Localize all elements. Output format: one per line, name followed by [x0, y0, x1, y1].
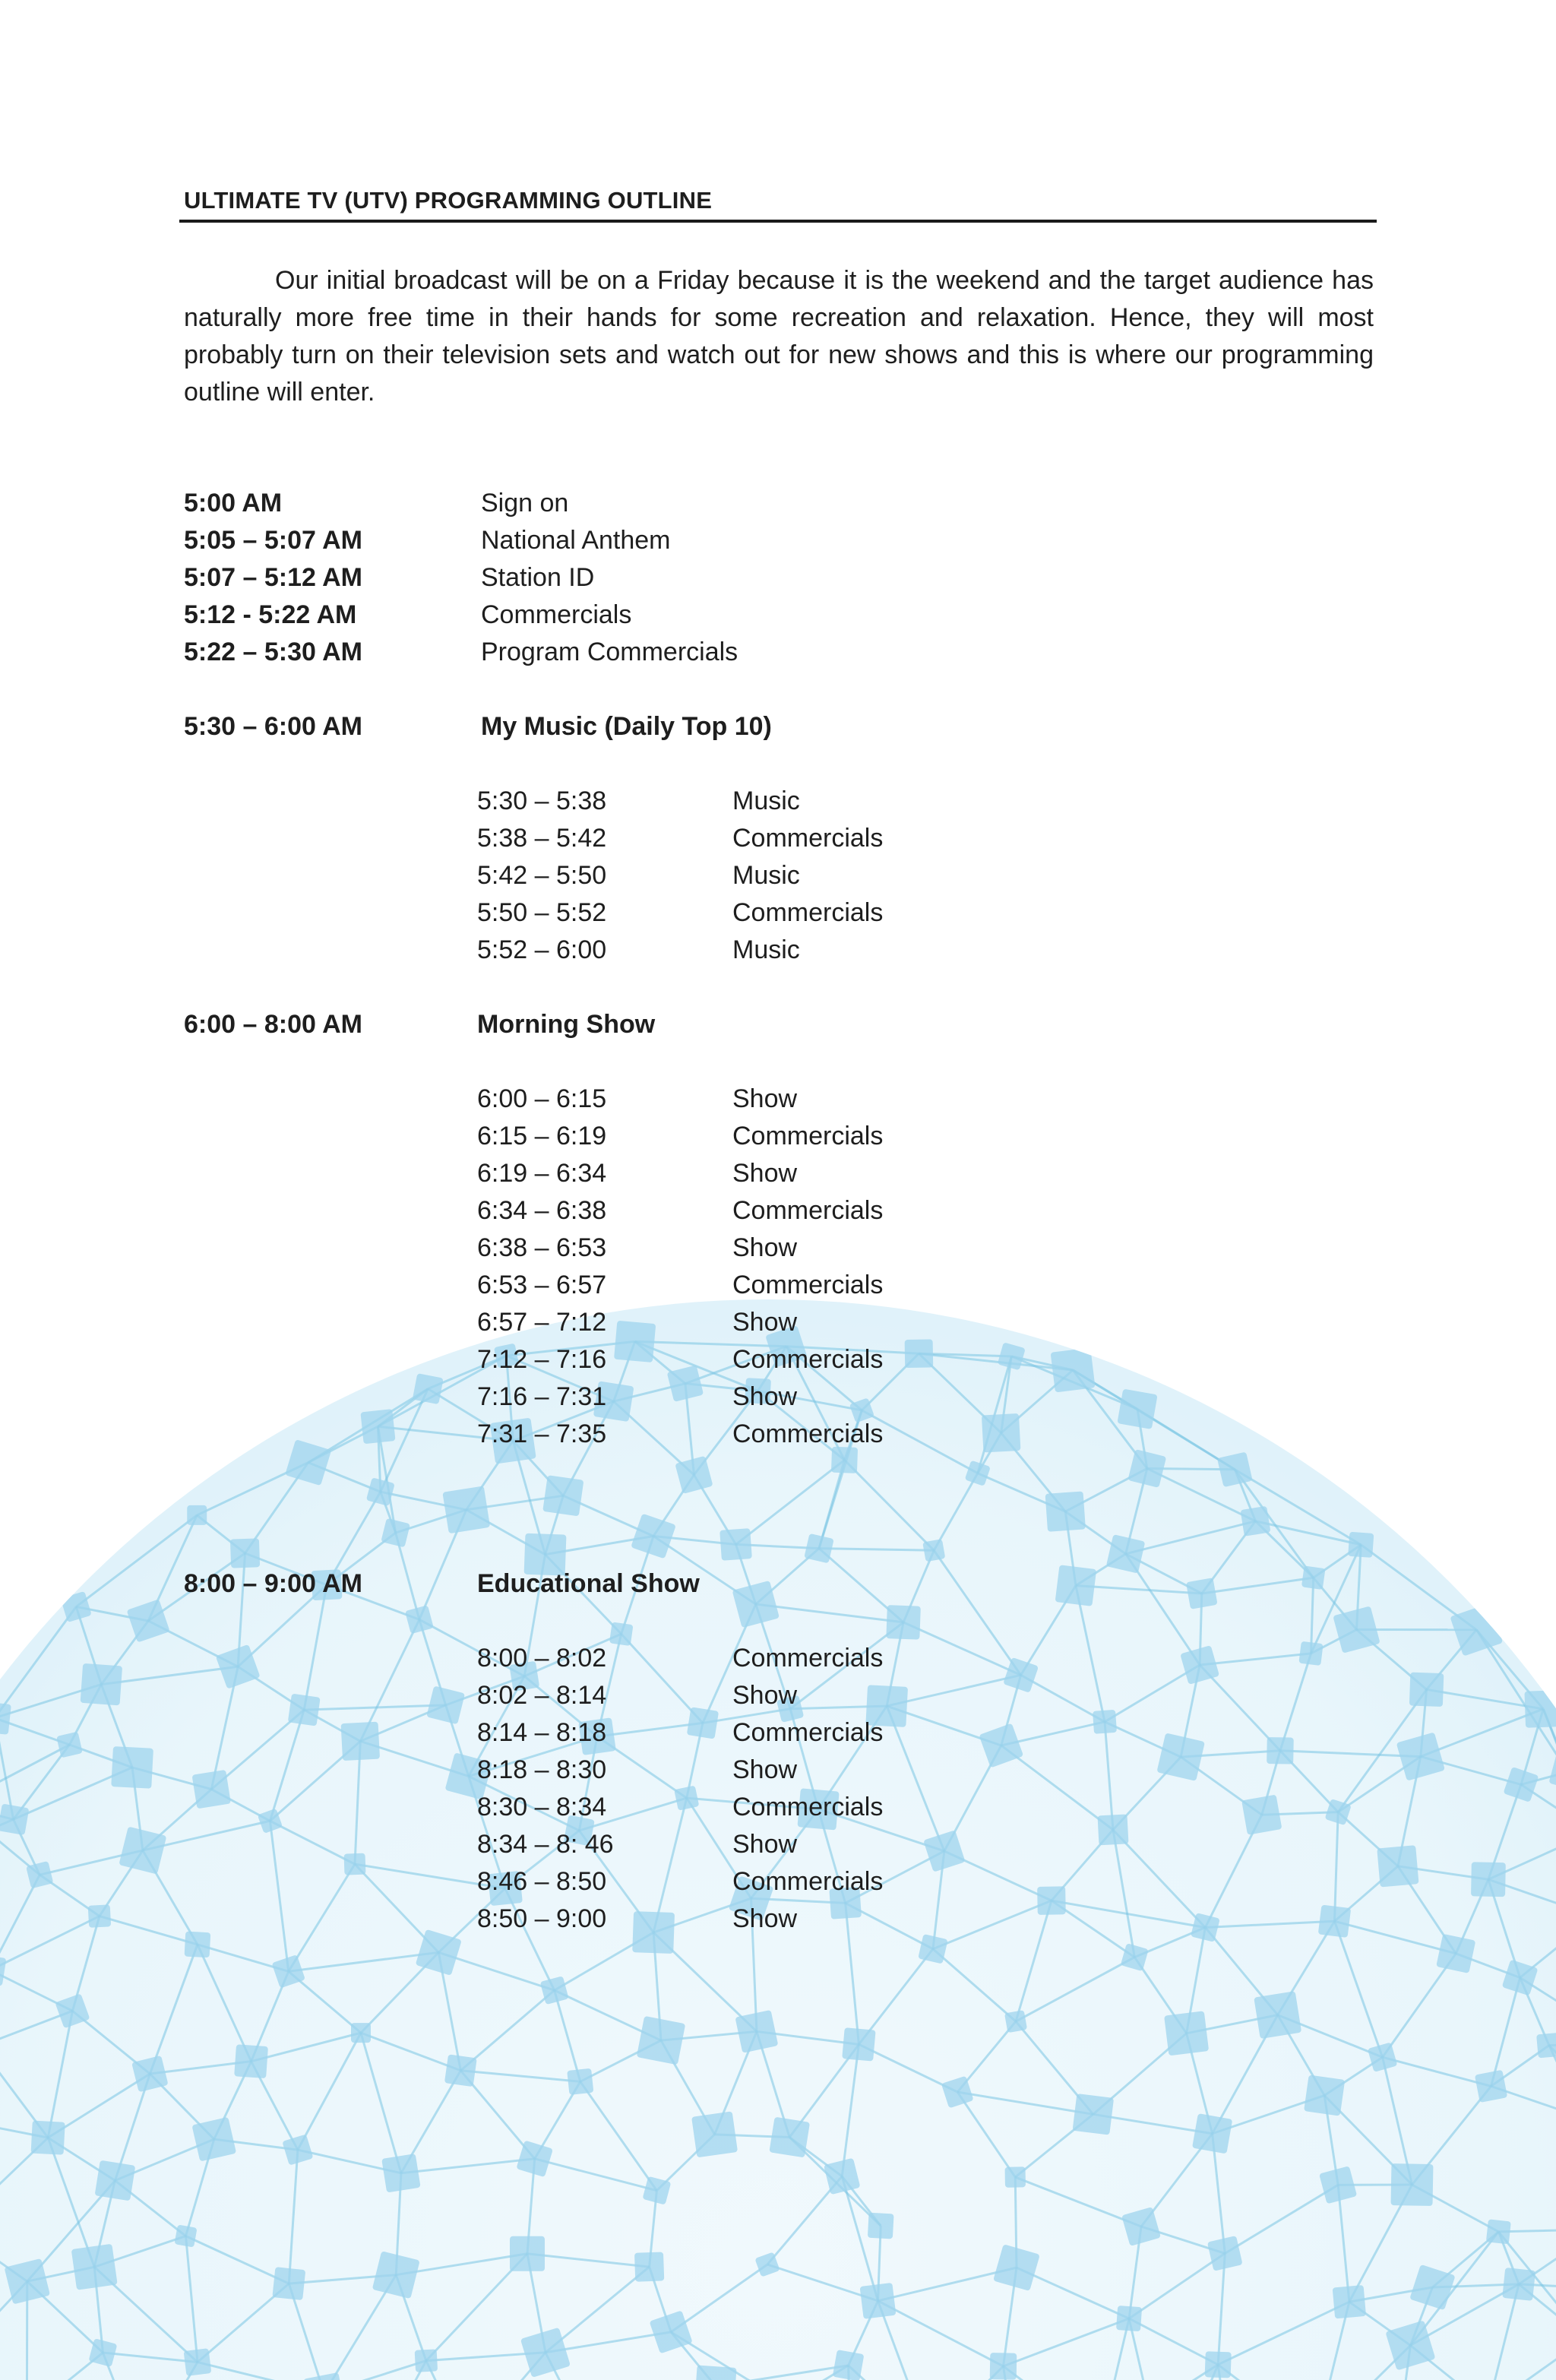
block-time: 5:30 – 6:00 AM [184, 712, 362, 741]
segment-activity: Show [732, 1084, 798, 1113]
document-title: ULTIMATE TV (UTV) PROGRAMMING OUTLINE [184, 187, 713, 214]
opening-program: National Anthem [481, 526, 671, 555]
block-time: 6:00 – 8:00 AM [184, 1010, 362, 1039]
segment-activity: Commercials [732, 1867, 884, 1896]
title-underline [179, 220, 1377, 223]
segment-activity: Commercials [732, 1793, 884, 1821]
opening-time: 5:22 – 5:30 AM [184, 638, 362, 666]
block-title: My Music (Daily Top 10) [481, 712, 772, 741]
opening-program: Station ID [481, 563, 595, 592]
opening-time: 5:12 - 5:22 AM [184, 600, 357, 629]
segment-time: 6:57 – 7:12 [477, 1308, 607, 1337]
opening-time: 5:00 AM [184, 489, 283, 517]
segment-time: 8:46 – 8:50 [477, 1867, 607, 1896]
segment-activity: Show [732, 1755, 798, 1784]
segment-activity: Commercials [732, 1345, 884, 1374]
segment-time: 5:30 – 5:38 [477, 786, 607, 815]
segment-time: 7:12 – 7:16 [477, 1345, 607, 1374]
block-title: Educational Show [477, 1569, 700, 1598]
opening-program: Commercials [481, 600, 632, 629]
segment-time: 7:31 – 7:35 [477, 1419, 607, 1448]
opening-program: Program Commercials [481, 638, 738, 666]
segment-time: 8:02 – 8:14 [477, 1681, 607, 1710]
segment-activity: Show [732, 1830, 798, 1859]
segment-time: 6:34 – 6:38 [477, 1196, 607, 1225]
block-time: 8:00 – 9:00 AM [184, 1569, 362, 1598]
block-title: Morning Show [477, 1010, 656, 1039]
segment-activity: Show [732, 1233, 798, 1262]
segment-time: 6:53 – 6:57 [477, 1271, 607, 1299]
segment-activity: Commercials [732, 1196, 884, 1225]
segment-activity: Music [732, 786, 800, 815]
segment-time: 6:00 – 6:15 [477, 1084, 607, 1113]
segment-time: 8:50 – 9:00 [477, 1904, 607, 1933]
segment-activity: Commercials [732, 1718, 884, 1747]
segment-time: 6:19 – 6:34 [477, 1159, 607, 1188]
segment-activity: Commercials [732, 1644, 884, 1673]
segment-activity: Commercials [732, 824, 884, 853]
segment-time: 8:34 – 8: 46 [477, 1830, 614, 1859]
segment-activity: Show [732, 1904, 798, 1933]
segment-time: 5:42 – 5:50 [477, 861, 607, 890]
intro-paragraph: Our initial broadcast will be on a Friday because it is the weekend and the target audience has naturally more free time in their hands for some recreation and relaxation. Hence, they will most probably turn on their television sets and watch out for new shows and this is where our programming outline will enter. [184, 266, 1374, 407]
segment-activity: Music [732, 861, 800, 890]
segment-time: 7:16 – 7:31 [477, 1382, 607, 1411]
segment-activity: Show [732, 1308, 798, 1337]
segment-time: 5:50 – 5:52 [477, 898, 607, 927]
segment-activity: Commercials [732, 1122, 884, 1150]
segment-activity: Commercials [732, 1419, 884, 1448]
segment-time: 8:14 – 8:18 [477, 1718, 607, 1747]
segment-time: 6:38 – 6:53 [477, 1233, 607, 1262]
segment-time: 5:52 – 6:00 [477, 935, 607, 964]
opening-time: 5:05 – 5:07 AM [184, 526, 362, 555]
segment-time: 5:38 – 5:42 [477, 824, 607, 853]
segment-activity: Show [732, 1382, 798, 1411]
segment-activity: Commercials [732, 898, 884, 927]
segment-time: 8:18 – 8:30 [477, 1755, 607, 1784]
segment-activity: Show [732, 1159, 798, 1188]
segment-time: 8:30 – 8:34 [477, 1793, 607, 1821]
opening-time: 5:07 – 5:12 AM [184, 563, 362, 592]
segment-activity: Show [732, 1681, 798, 1710]
segment-activity: Commercials [732, 1271, 884, 1299]
segment-time: 8:00 – 8:02 [477, 1644, 607, 1673]
segment-time: 6:15 – 6:19 [477, 1122, 607, 1150]
opening-program: Sign on [481, 489, 569, 517]
segment-activity: Music [732, 935, 800, 964]
